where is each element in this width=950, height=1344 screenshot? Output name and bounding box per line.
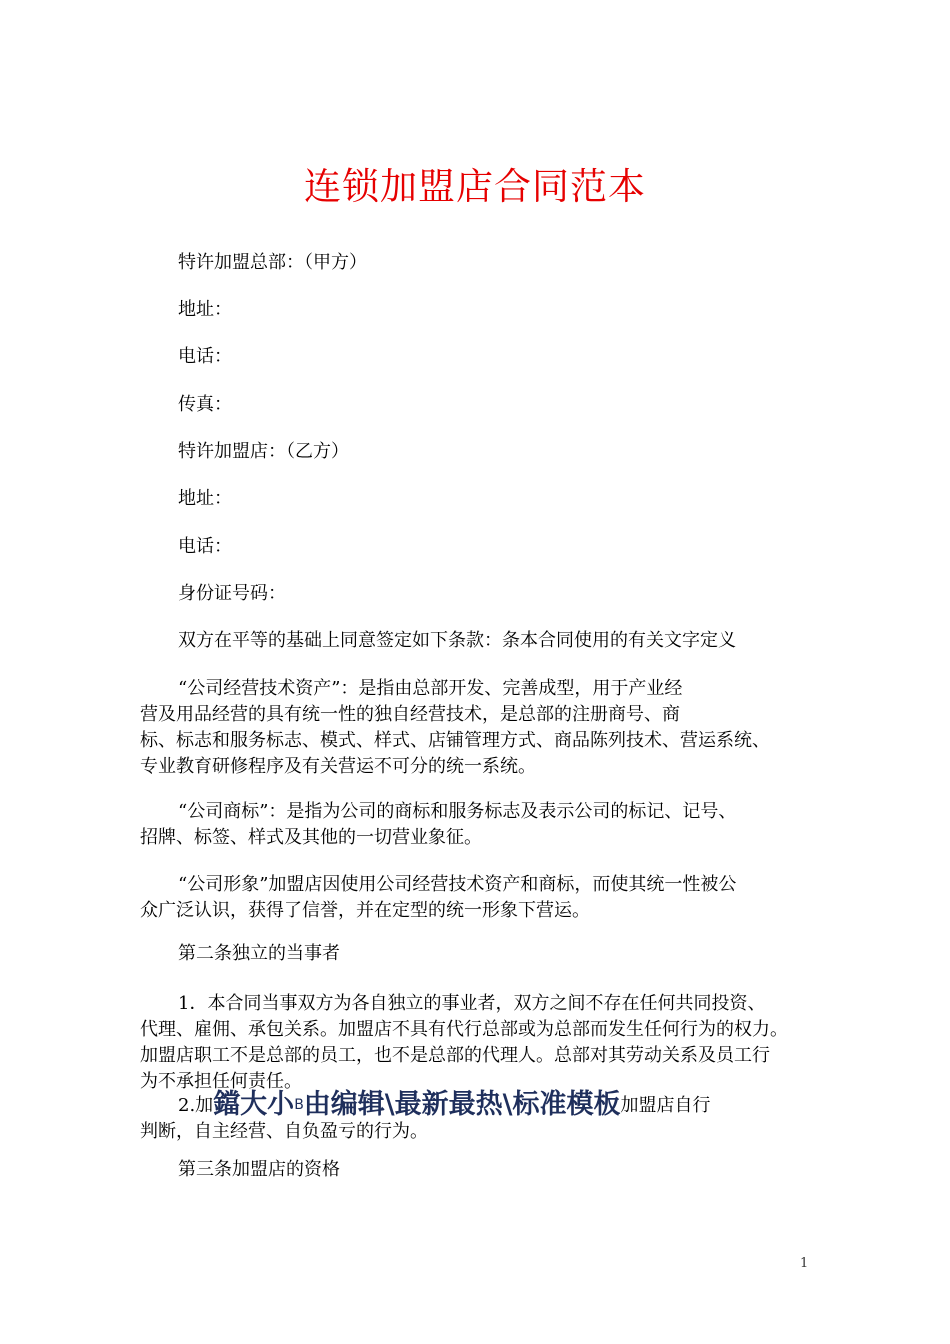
watermark-banner-text: 由编辑\最新最热\标准模板	[303, 1089, 621, 1120]
party-b-address: 地址：	[178, 488, 232, 509]
paragraph-row: 为不承担任何责任。	[140, 1071, 302, 1092]
paragraph-row: 1．本合同当事双方为各自独立的事业者，双方之间不存在任何共同投资、	[178, 993, 766, 1014]
party-b-id-number: 身份证号码：	[178, 583, 286, 604]
paragraph-row: “公司商标”：是指为公司的商标和服务标志及表示公司的标记、记号、	[178, 801, 737, 822]
paragraph-row: 众广泛认识，获得了信誉，并在定型的统一形象下营运。	[140, 900, 590, 921]
party-a-fax: 传真：	[178, 394, 232, 415]
clause-2-prefix: 2.加	[178, 1095, 214, 1116]
party-a-phone: 电话：	[178, 346, 232, 367]
paragraph-row: 代理、雇佣、承包关系。加盟店不具有代行总部或为总部而发生任何行为的权力。	[140, 1019, 788, 1040]
paragraph-row: 营及用品经营的具有统一性的独自经营技术，是总部的注册商号、商	[140, 704, 680, 725]
definition-trademark	[140, 799, 820, 851]
article-3-heading: 第三条加盟店的资格	[178, 1159, 340, 1180]
watermark-banner-small: B	[294, 1097, 304, 1113]
definition-technical-assets	[140, 676, 820, 780]
paragraph-row: 判断，自主经营、自负盈亏的行为。	[140, 1121, 428, 1142]
paragraph-row: 加盟店职工不是总部的员工，也不是总部的代理人。总部对其劳动关系及员工行	[140, 1045, 770, 1066]
definition-image	[140, 872, 820, 924]
party-a-label: 特许加盟总部：（甲方）	[178, 252, 367, 273]
paragraph-row: “公司形象”加盟店因使用公司经营技术资产和商标，而使其统一性被公	[178, 874, 737, 895]
paragraph-row: 专业教育研修程序及有关营运不可分的统一系统。	[140, 756, 536, 777]
party-a-address: 地址：	[178, 299, 232, 320]
page-number: 1	[800, 1256, 809, 1271]
paragraph-row: 标、标志和服务标志、模式、样式、店铺管理方式、商品陈列技术、营运系统、	[140, 730, 770, 751]
paragraph-row: 招牌、标签、样式及其他的一切营业象征。	[140, 827, 482, 848]
watermark-banner-text: 鐺大小	[213, 1089, 295, 1120]
intro-paragraph: 双方在平等的基础上同意签定如下条款：条本合同使用的有关文字定义	[178, 630, 736, 651]
paragraph-row: “公司经营技术资产”：是指由总部开发、完善成型，用于产业经	[178, 678, 683, 699]
clause-2-suffix: 加盟店自行	[620, 1095, 711, 1116]
article-2-clause-2	[140, 1089, 820, 1145]
paragraph-row	[140, 1089, 820, 1120]
article-2-heading: 第二条独立的当事者	[178, 943, 340, 964]
party-b-label: 特许加盟店：（乙方）	[178, 441, 349, 462]
document-title: 连锁加盟店合同范本	[304, 165, 646, 208]
party-b-phone: 电话：	[178, 536, 232, 557]
article-2-clause-1	[140, 991, 820, 1095]
